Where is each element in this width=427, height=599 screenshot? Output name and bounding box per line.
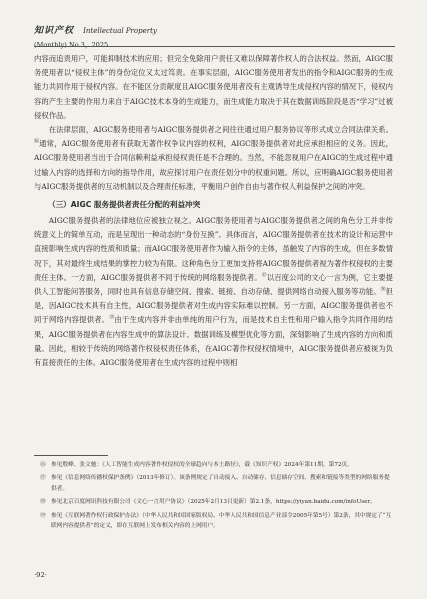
- footnotes: [34, 460, 393, 534]
- footnote-number: ⑲: [40, 512, 46, 519]
- issue-info: (Monthly) No.3，2025: [34, 41, 109, 49]
- paragraph-3-text-d: 由于生成内容并非由单纯的用户行为，而是技术自主性和用户输入指令共同作用的结果，AIGC服务提供者在内容生成中的算法设计、数据训练及模型优化等方面，深刻影响了生成内容的方向和质量。因此，相较于传统的网络著作权侵权责任体系，在AIGC著作权侵权情境中，AIGC服务提供者应被视为负有直接责任的主体。AIGC服务使用者在生成内容的过程中则相: [34, 315, 393, 368]
- footnote-19: [34, 511, 393, 532]
- paragraph-2-text-a: 在法律层面，AIGC服务使用者与AIGC服务提供者之间往往通过用户服务协议等形式成立合同法律关系。: [48, 125, 393, 135]
- footnote-ref-17[interactable]: ⑰: [261, 272, 267, 279]
- footnote-text: 参见《信息网络传播权保护条例》（2013年修订）。该条例规定了自动接入、自动储存、信息储存空间、搜索和链接等类型的网络服务提供者。: [51, 475, 390, 492]
- footnote-text: 参见《互联网著作权行政保护办法》（中华人民共和国国家版权局、中华人民共和国信息产业部令2005年第5号）第2条，其中规定了“互联网内容提供者”的定义，即在互联网上发布相关内容的上网用户。: [51, 512, 392, 530]
- footnote-ref-19[interactable]: ⑲: [109, 315, 115, 322]
- paragraph-3-text-a: AIGC服务提供者的法律地位应被独立视之。AIGC服务使用者与AIGC服务提供者之间的角色分工并非传统意义上的简单互动，而是呈现出一种动态的“身份互换”。具体而言，AIGC服务提供者在技术的设计和运营中直接影响生成内容的性质和质量；而AIGC服务使用者作为输入指令的主体，虽触发了内容的生成，但在多数情况下，其对最终生成结果的掌控力较为有限。这种角色分工更加支持将AIGC服务提供者视为著作权侵权的主要责任主体。一方面，AIGC服务提供者不同于传统的网络服务提供者。: [34, 216, 393, 282]
- footnote-text: 参见殷峰、张文驰：《人工智能生成内容著作权侵权的全球趋向与本土路径》，载《知识产权》2024年第11期，第72页。: [51, 462, 353, 468]
- paragraph-3-text-c: 但是，因AIGC技术具有自主性，AIGC服务提供者对生成内容实际难以控制。另一方面，AIGC服务提供者也不同于网络内容提供者。: [34, 287, 393, 325]
- footnote-divider: [34, 455, 108, 456]
- main-text: [34, 52, 393, 370]
- footnote-18: [34, 497, 393, 507]
- page-number: ·92·: [34, 571, 47, 579]
- footnote-number: ⑱: [40, 499, 46, 506]
- paragraph-2: [34, 123, 393, 194]
- journal-title-cn: 知识产权: [34, 26, 75, 36]
- footnote-number: ⑰: [40, 475, 46, 482]
- journal-title-en: Intellectual Property: [83, 27, 157, 35]
- paragraph-3: [34, 214, 393, 370]
- paragraph-1: 内容而追责用户，可能抑制技术的应用；但完全免除用户责任又难以保障著作权人的合法权益。然而，AIGC服务使用者以“侵权主体”的身份定位又太过笃责。在事实层面，AIGC服务使用者发出的指令和AIGC服务的生成能力共同作用于侵权内容。在不能区分贡献度且AIGC服务使用者没有主观诱导生成侵权内容的情况下，侵权内容的产生主要的作用力来自于AIGC技术本身的生成能力，而生成能力取决于其在数据训练阶段是否“学习”过被侵权作品。: [34, 54, 393, 120]
- footnote-17: [34, 473, 393, 494]
- header-divider: [34, 46, 395, 47]
- section-heading: （三）AIGC 服务提供者责任分配的利益冲突: [48, 200, 201, 210]
- footnote-ref-16[interactable]: ⑯: [34, 138, 40, 145]
- paragraph-2-text-b: 通常，AIGC服务使用者有获取无著作权争议内容的权利，AIGC服务提供者对此应承担相应的义务。因此，AIGC服务使用者当出于合同信赖利益承担侵权责任是不合理的。当然，不能忽视用户在AIGC的生成过程中通过输入内容的选择和方向的指导作用，故应探讨用户在责任划分中的权重问题。所以，应明确AIGC服务使用者与AIGC服务提供者的互动机制以及合理责任标准，平衡用户创作自由与著作权人利益保护之间的冲突。: [34, 139, 393, 191]
- footnote-16: [34, 460, 393, 470]
- footnote-number: ⑯: [40, 462, 46, 468]
- running-header: [34, 18, 157, 49]
- paragraph-3-text-b: 以百度公司的文心一言为例，它主要提供人工智能问答服务，同时也具有信息存储空间、搜索、链接、自动存储、提供网络自动接入服务等功能。: [34, 272, 393, 297]
- footnote-text[interactable]: 参见北京百度网讯科技有限公司《文心一言用户协议》（2025年2月13日更新）第2.1条，https://yiyan.baidu.com/infoUser。: [51, 499, 376, 506]
- footnote-ref-18[interactable]: ⑱: [380, 286, 386, 293]
